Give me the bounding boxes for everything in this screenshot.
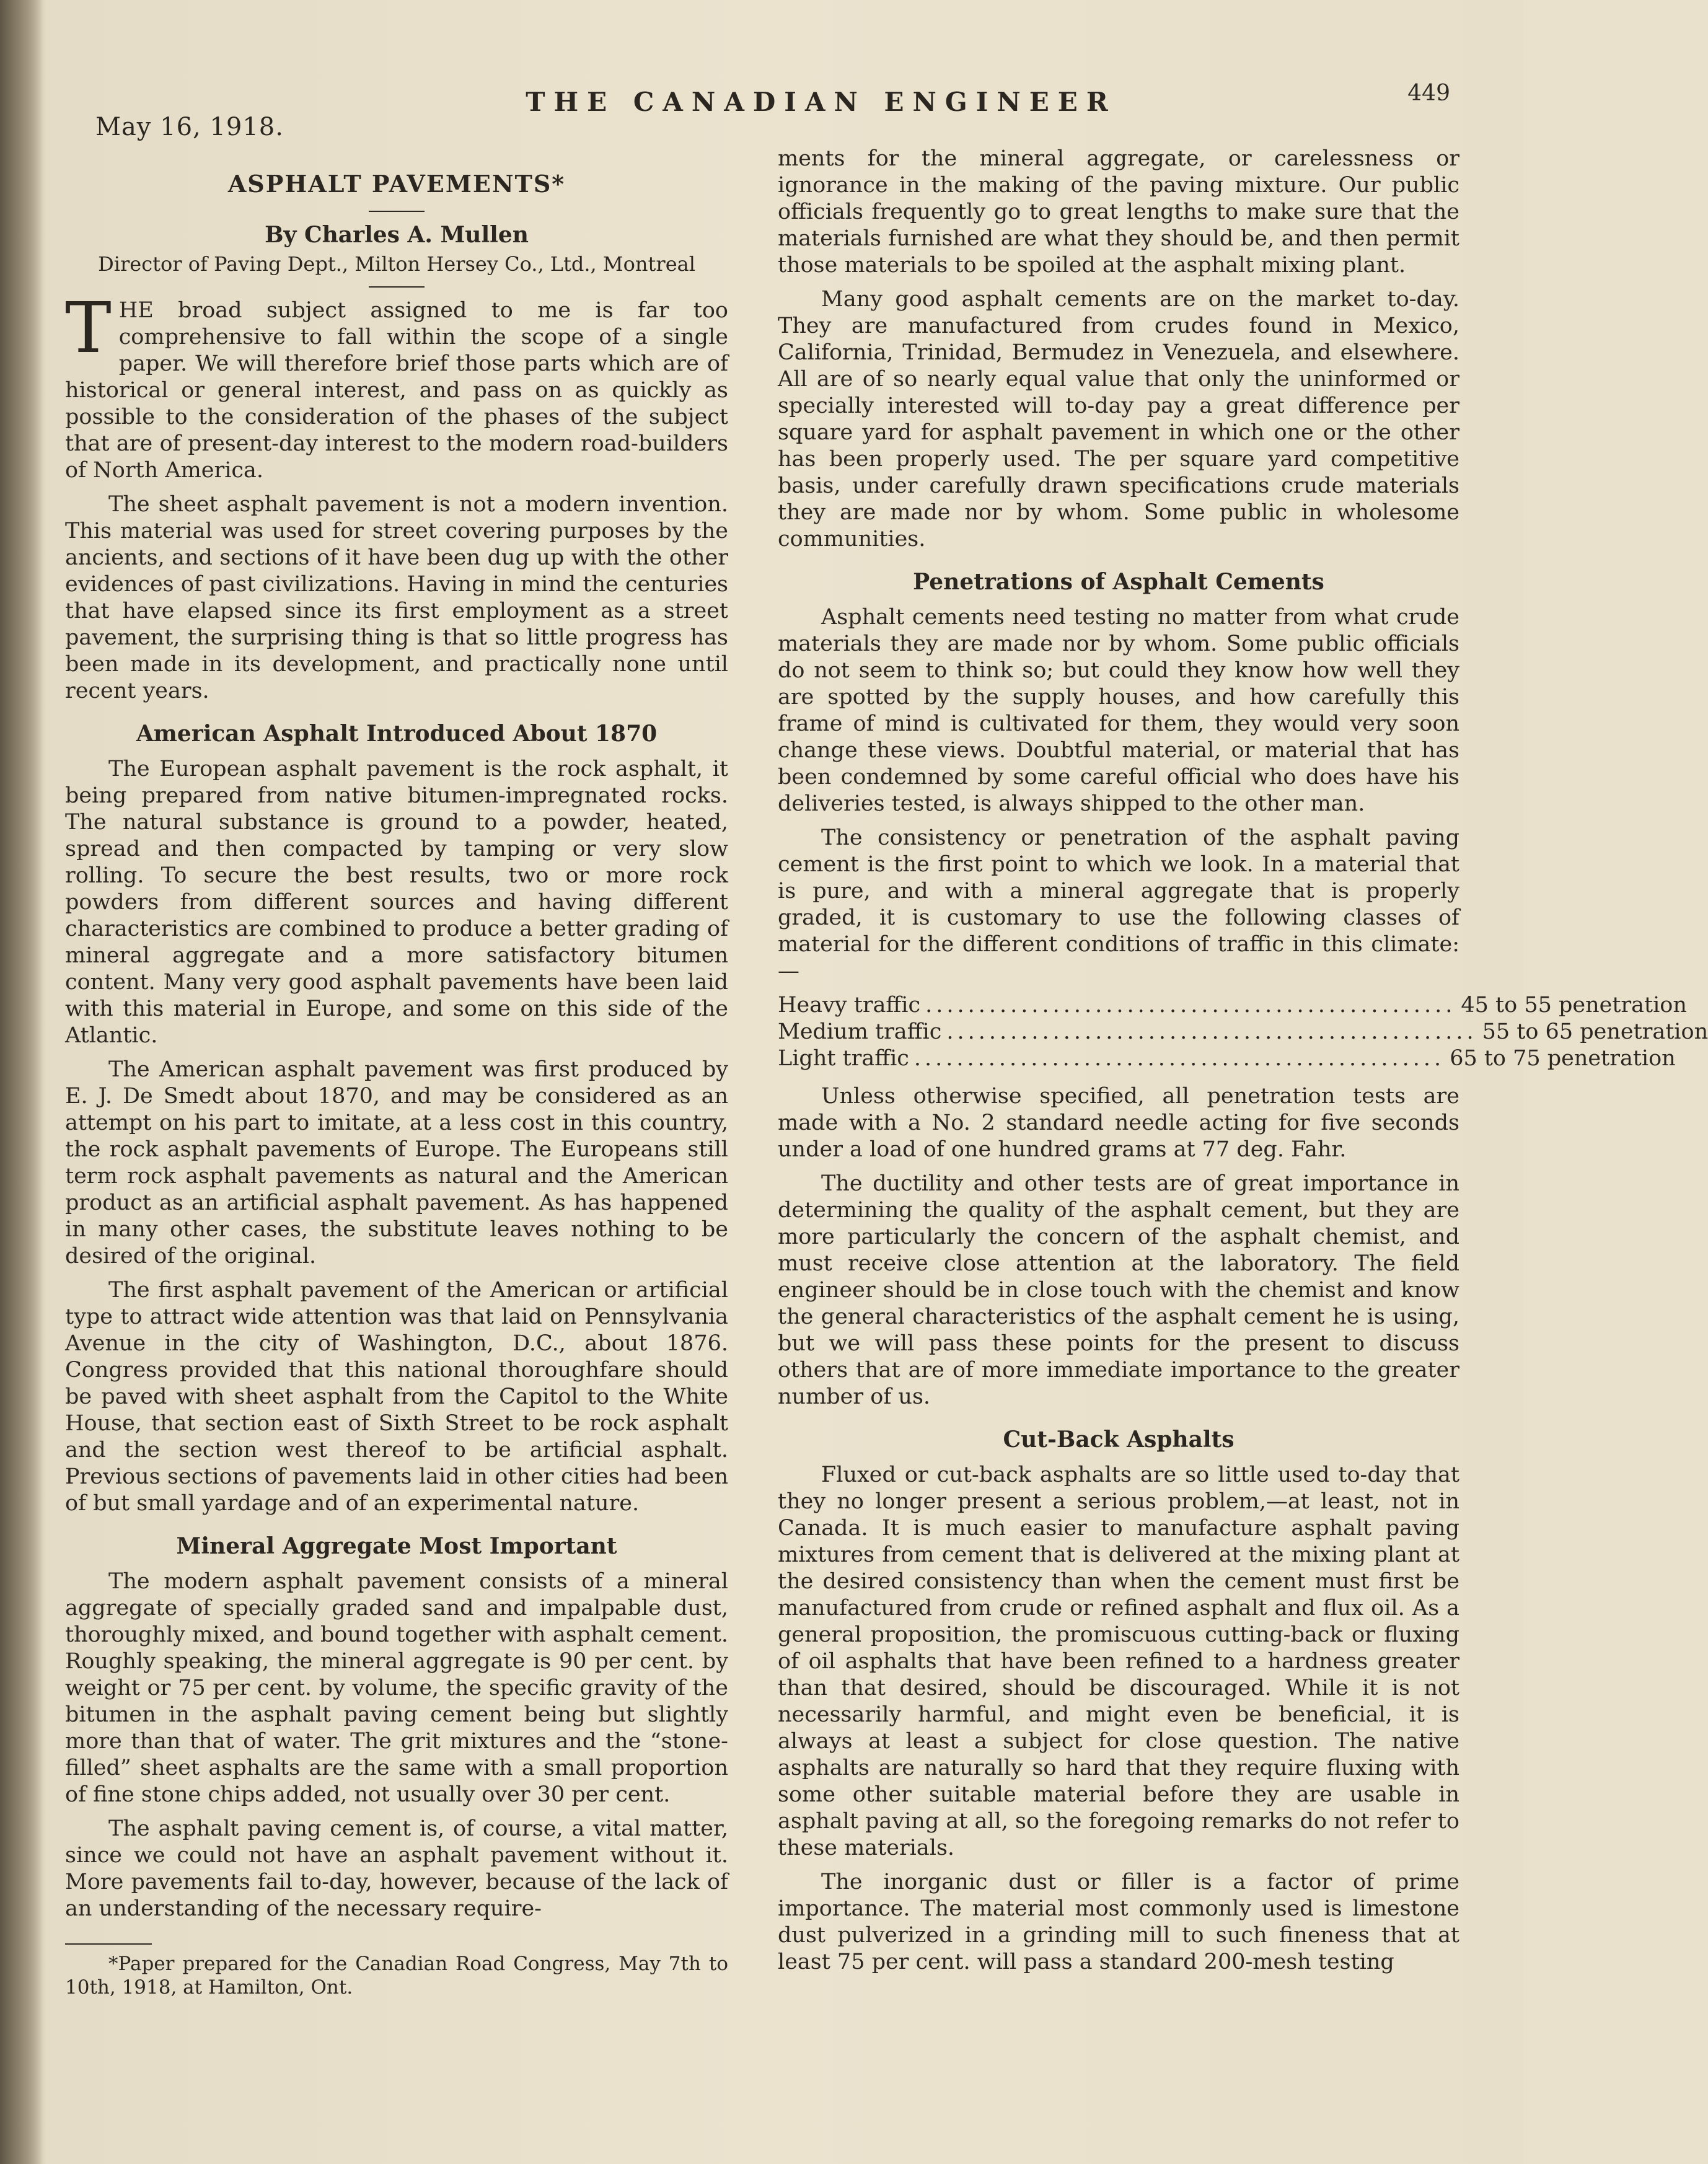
- traffic-label: Heavy traffic: [778, 993, 921, 1018]
- byline-rule: [369, 286, 425, 288]
- table-row: [778, 1045, 1676, 1072]
- paragraph: Asphalt cements need testing no matter from what crude materials they are made nor by whom. Some public officials do not seem to think so; but could they know how well they are spotted by the supply houses, and how carefully this frame of mind is cultivated for them, they would very soon change these views. Doubtful material, or material that has been condemned by some careful official who does have his deliveries tested, is always shipped to the other man.: [778, 605, 1459, 816]
- leader-dots: ..................................................: [946, 1019, 1477, 1044]
- paragraph: The first asphalt pavement of the American or artificial type to attract wide attention was that laid on Pennsylvania Avenue in the city of Washington, D.C., about 1876. Congress provided that this national thoroughfare should be paved with sheet asphalt from the Capitol to the White House, that section east of Sixth Street to be rock asphalt and the section west thereof to be artificial asphalt. Previous sections of pavements laid in other cities had been of but small yardage and of an experimental nature.: [65, 1278, 728, 1516]
- penetration-value: 55 to 65 penetration: [1482, 1019, 1708, 1044]
- paragraph: The inorganic dust or filler is a factor of prime importance. The material most commonly used is limestone dust pulverized in a grinding mill to such fineness that at least 75 per cent. will pass a standard 200-mesh testing: [778, 1870, 1459, 1974]
- paragraph: Unless otherwise specified, all penetration tests are made with a No. 2 standard needle acting for five seconds under a load of one hundred grams at 77 deg. Fahr.: [778, 1084, 1459, 1162]
- table-row: [778, 1019, 1708, 1045]
- section-heading: American Asphalt Introduced About 1870: [136, 721, 658, 747]
- section-heading: Penetrations of Asphalt Cements: [913, 569, 1324, 595]
- paragraph: ments for the mineral aggregate, or carelessness or ignorance in the making of the paving mixture. Our public officials frequently go to great lengths to make sure that the materials furnished are what they should be, and then permit those materials to be spoiled at the asphalt mixing plant.: [778, 146, 1459, 278]
- page-header: [93, 68, 1475, 141]
- penetration-value: 65 to 75 penetration: [1450, 1046, 1676, 1071]
- penetration-value: 45 to 55 penetration: [1461, 993, 1687, 1018]
- traffic-label: Medium traffic: [778, 1019, 942, 1044]
- table-row: [778, 992, 1687, 1019]
- paragraph: The asphalt paving cement is, of course, a vital matter, since we could not have an asphalt pavement without it. More pavements fail to-day, however, because of the lack of an understanding of the necessary require-: [65, 1816, 728, 1921]
- paragraph: The European asphalt pavement is the rock asphalt, it being prepared from native bitumen-impregnated rocks. The natural substance is ground to a powder, heated, spread and then compacted by tamping or very slow rolling. To secure the best results, two or more rock powders from different sources and having different characteristics are combined to produce a better grading of mineral aggregate and a more satisfactory bitumen content. Many very good asphalt pavements have been laid with this material in Europe, and some on this side of the Atlantic.: [65, 757, 728, 1048]
- byline: By Charles A. Mullen: [265, 222, 529, 248]
- paragraph: Many good asphalt cements are on the market to-day. They are manufactured from crudes found in Mexico, California, Trinidad, Bermudez in Venezuela, and elsewhere. All are of so nearly equal value that only the uninformed or specially interested will to-day pay a great difference per square yard for asphalt pavement in which one or the other has been properly used. The per square yard competitive basis, under carefully drawn specifications crude materials they are made nor by whom. Some public in wholesome communities.: [778, 287, 1459, 552]
- leader-dots: ..................................................: [925, 993, 1456, 1018]
- paragraph: The ductility and other tests are of great importance in determining the quality of the asphalt cement, but they are more particularly the concern of the asphalt chemist, and must receive close attention at the laboratory. The field engineer should be in close touch with the chemist and know the general characteristics of the asphalt cement he is using, but we will pass these points for the present to discuss others that are of more immediate importance to the greater number of us.: [778, 1171, 1459, 1409]
- leader-dots: ..................................................: [913, 1046, 1445, 1071]
- intro-text: HE broad subject assigned to me is far too comprehensive to fall within the scope of a single paper. We will therefore brief those parts which are of historical or general interest, and pass on as quickly as possible to the consideration of the phases of the subject that are of present-day interest to the modern road-builders of North America.: [65, 298, 728, 483]
- footnote-rule: [65, 1943, 152, 1945]
- traffic-penetration-table: [778, 992, 1708, 1072]
- paragraph: The American asphalt pavement was first produced by E. J. De Smedt about 1870, and may be considered as an attempt on his part to imitate, at a less cost in this country, the rock asphalt pavements of Europe. The Europeans still term rock asphalt pavements as natural and the American product as an artificial asphalt pavement. As has happened in many other cases, the substitute leaves nothing to be desired of the original.: [65, 1057, 728, 1269]
- journal-title: THE CANADIAN ENGINEER: [526, 87, 1117, 117]
- section-heading: Mineral Aggregate Most Important: [176, 1533, 617, 1559]
- left-column: [65, 170, 728, 1999]
- article-title: ASPHALT PAVEMENTS*: [227, 170, 566, 198]
- paragraph: Fluxed or cut-back asphalts are so little used to-day that they no longer present a serious problem,—at least, not in Canada. It is much easier to manufacture asphalt paving mixtures from cement that is delivered at the mixing plant at the desired consistency than when the cement must first be manufactured from crude or refined asphalt and flux oil. As a general proposition, the promiscuous cutting-back or fluxing of oil asphalts that have been refined to a hardness greater than that desired, should be discouraged. While it is not necessarily harmful, and might even be beneficial, it is always at least a subject for close question. The native asphalts are naturally so hard that they require fluxing with some other suitable material before they are usable in asphalt paving at all, so the foregoing remarks do not refer to these materials.: [778, 1462, 1459, 1860]
- drop-cap: T: [65, 288, 112, 369]
- right-column: [778, 146, 1708, 1983]
- author-affiliation: Director of Paving Dept., Milton Hersey Co., Ltd., Montreal: [98, 252, 695, 276]
- paragraph: The modern asphalt pavement consists of a mineral aggregate of specially graded sand and impalpable dust, thoroughly mixed, and bound together with asphalt cement. Roughly speaking, the mineral aggregate is 90 per cent. by weight or 75 per cent. by volume, the specific gravity of the bitumen in the asphalt paving cement being but slightly more than that of water. The grit mixtures and the “stone-filled” sheet asphalts are the same with a small proportion of fine stone chips added, not usually over 30 per cent.: [65, 1569, 728, 1807]
- footnote: *Paper prepared for the Canadian Road Congress, May 7th to 10th, 1918, at Hamilton, Ont.: [65, 1953, 728, 1999]
- page-number: 449: [1407, 81, 1450, 106]
- paragraph: The consistency or penetration of the asphalt paving cement is the first point to which we look. In a material that is pure, and with a mineral aggregate that is properly graded, it is customary to use the following classes of material for the different conditions of traffic in this climate:—: [778, 825, 1459, 983]
- issue-date: May 16, 1918.: [95, 113, 284, 141]
- binding-shadow: [0, 0, 43, 2164]
- title-rule: [369, 211, 425, 212]
- intro-paragraph: [65, 288, 728, 484]
- section-heading: Cut-Back Asphalts: [1003, 1427, 1235, 1453]
- traffic-label: Light traffic: [778, 1046, 909, 1071]
- paragraph: The sheet asphalt pavement is not a modern invention. This material was used for street covering purposes by the ancients, and sections of it have been dug up with the other evidences of past civilizations. Having in mind the centuries that have elapsed since its first employment as a street pavement, the surprising thing is that so little progress has been made in its development, and practically none until recent years.: [65, 492, 728, 703]
